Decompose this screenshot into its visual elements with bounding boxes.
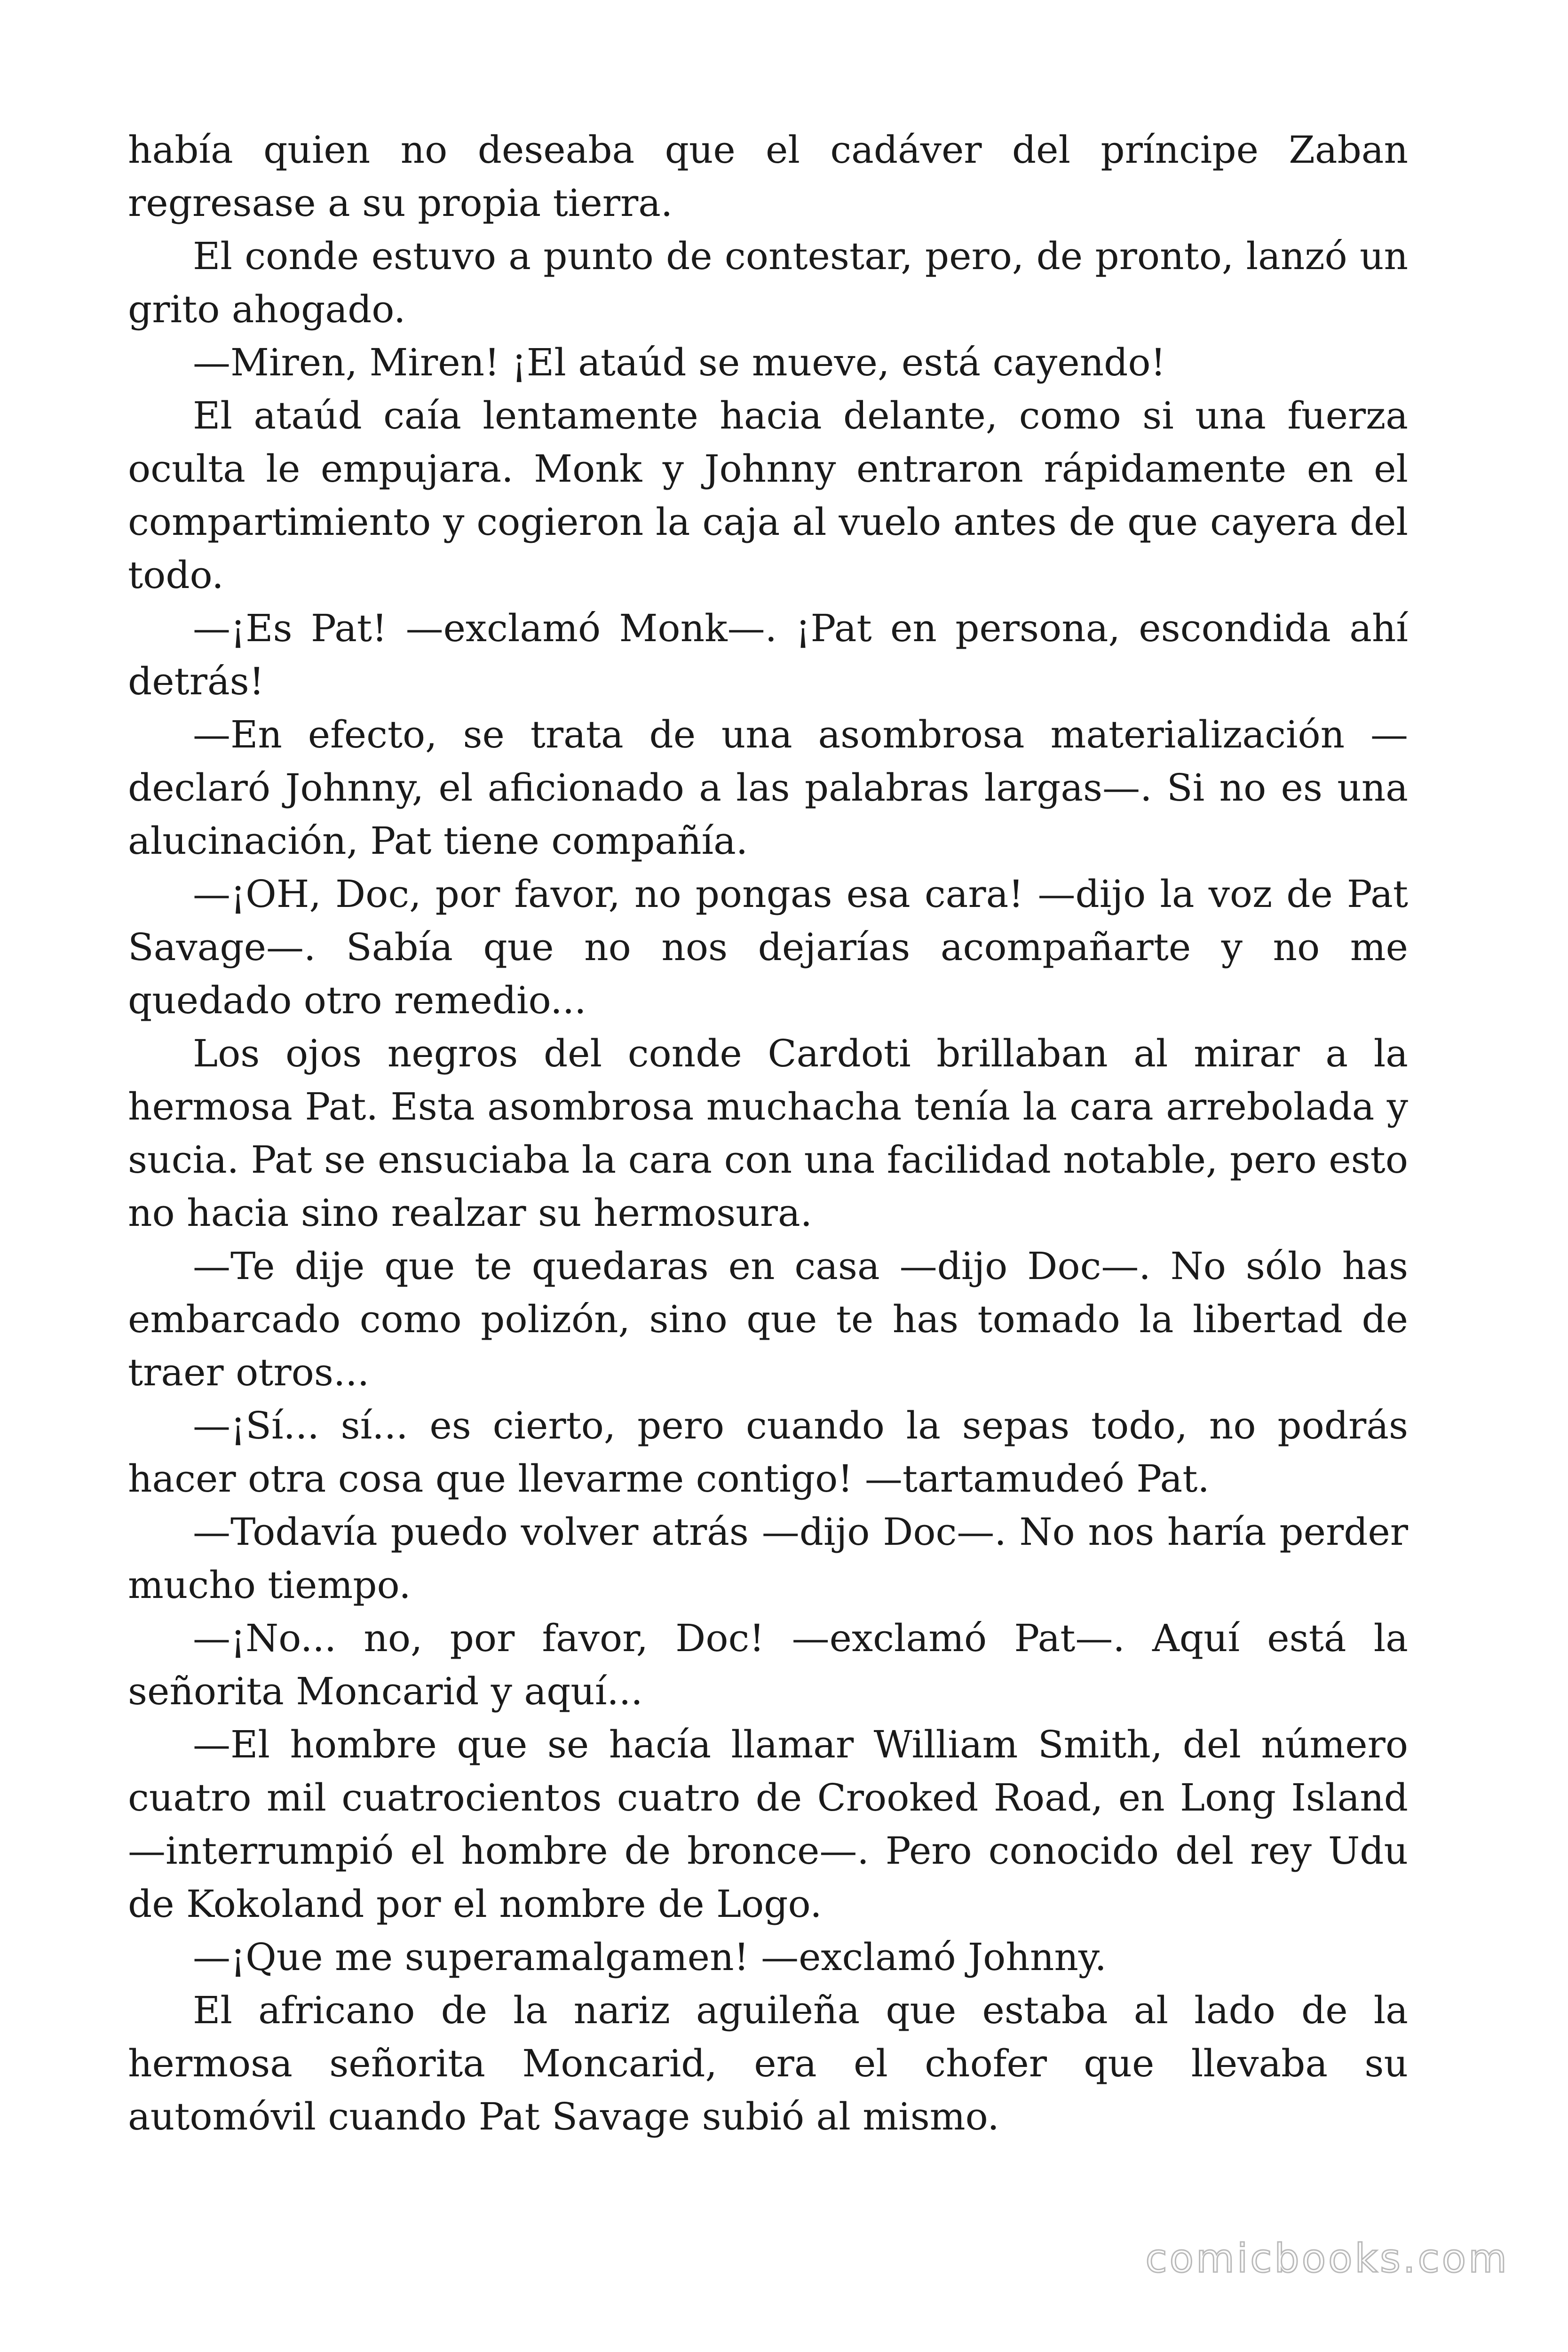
paragraph: —¡Es Pat! —exclamó Monk—. ¡Pat en persona, escondida ahí detrás! bbox=[128, 606, 1408, 703]
paragraph: —En efecto, se trata de una asombrosa materialización —declaró Johnny, el aficionado a las palabras largas—. Si no es una alucinación, Pat tiene compañía. bbox=[128, 713, 1408, 863]
paragraph: —¡Que me superamalgamen! —exclamó Johnny. bbox=[193, 1935, 1107, 1979]
paragraph: —¡OH, Doc, por favor, no pongas esa cara! —dijo la voz de Pat Savage—. Sabía que no nos dejarías acompañarte y no me quedado otro remedio... bbox=[128, 872, 1408, 1022]
paragraph: —Todavía puedo volver atrás —dijo Doc—. No nos haría perder mucho tiempo. bbox=[128, 1510, 1408, 1607]
paragraph: había quien no deseaba que el cadáver del príncipe Zaban regresase a su propia tierra. bbox=[128, 128, 1408, 225]
paragraph: —¡No... no, por favor, Doc! —exclamó Pat—. Aquí está la señorita Moncarid y aquí... bbox=[128, 1616, 1408, 1713]
paragraph: —Miren, Miren! ¡El ataúd se mueve, está cayendo! bbox=[193, 341, 1166, 384]
paragraph: El ataúd caía lentamente hacia delante, como si una fuerza oculta le empujara. Monk y Johnny entraron rápidamente en el compartimiento y cogieron la caja al vuelo antes de que cayera del todo. bbox=[128, 394, 1408, 597]
paragraph: —¡Sí... sí... es cierto, pero cuando la sepas todo, no podrás hacer otra cosa que llevarme contigo! —tartamudeó Pat. bbox=[128, 1404, 1408, 1501]
paragraph: Los ojos negros del conde Cardoti brillaban al mirar a la hermosa Pat. Esta asombrosa muchacha tenía la cara arrebolada y sucia. Pat se ensuciaba la cara con una facilidad notable, pero esto no hacia sino realzar su hermosura. bbox=[128, 1032, 1408, 1235]
paragraph: El africano de la nariz aguileña que estaba al lado de la hermosa señorita Moncarid, era el chofer que llevaba su automóvil cuando Pat Savage subió al mismo. bbox=[128, 1988, 1408, 2138]
watermark: comicbooks.com bbox=[1145, 2235, 1509, 2281]
paragraph: —Te dije que te quedaras en casa —dijo Doc—. No sólo has embarcado como polizón, sino que te has tomado la libertad de traer otros... bbox=[128, 1244, 1408, 1394]
page-body-text bbox=[128, 123, 1408, 2143]
paragraph: El conde estuvo a punto de contestar, pero, de pronto, lanzó un grito ahogado. bbox=[128, 234, 1408, 331]
paragraph: —El hombre que se hacía llamar William Smith, del número cuatro mil cuatrocientos cuatro de Crooked Road, en Long Island —interrumpió el hombre de bronce—. Pero conocido del rey Udu de Kokoland por el nombre de Logo. bbox=[128, 1723, 1408, 1926]
